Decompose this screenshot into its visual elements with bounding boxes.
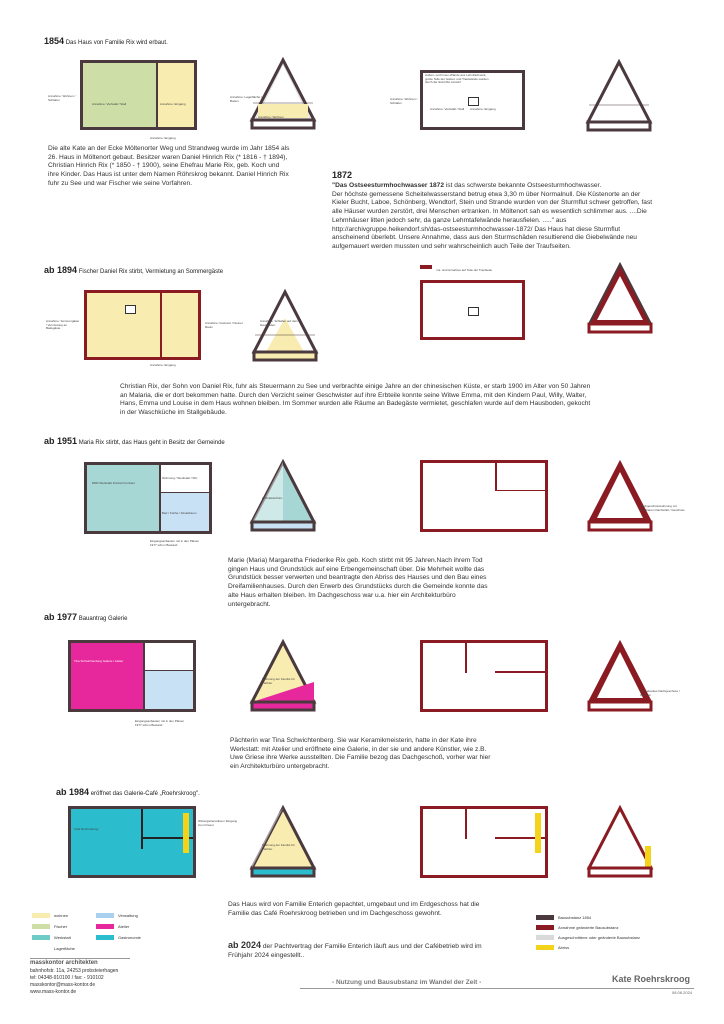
floorplan-1894b xyxy=(420,280,525,340)
abriss-bar xyxy=(183,813,189,853)
text-1872-lead: "Das Ostseesturmhochwasser 1872 xyxy=(332,182,444,189)
footer-company: masskontor architekten xyxy=(30,960,98,966)
legend-swatch xyxy=(96,924,114,929)
legend-fischer: Fischer xyxy=(32,924,67,929)
floorplan-1894 xyxy=(84,290,201,360)
heading-1894: ab 1894 Fischer Daniel Rix stirbt, Vermietung an Sommergäste xyxy=(44,265,224,275)
footer-line xyxy=(300,988,694,989)
footer-date: 08.06.2024 xyxy=(672,990,693,995)
floorplan-1984b xyxy=(420,806,548,878)
label-stall: Annahme: Viehstall / Stall xyxy=(92,102,127,106)
footer-line2: tel: 04348-910100 / fax: - 910102 xyxy=(30,975,104,981)
room-fischer xyxy=(83,63,156,127)
gable-1872 xyxy=(584,60,654,135)
legend-swatch xyxy=(536,945,554,950)
label-stall-1872: Annahme: Viehstall / Stall xyxy=(430,107,465,111)
plan-window xyxy=(468,307,479,316)
text-1977: Pächterin war Tina Schwichtenberg. Sie war Keramikmeisterin, hatte in der Kate ihre Werkstatt: mit Atelier und eröffnete eine Galerie, in der sie und andere Künstler, wie z.B. Uwe Griese ihre Werke ausstellten. Die Familie bezog das Dachgeschoß, vorher war hier ein Architekturbüro untergebracht. xyxy=(230,737,491,771)
legend-swatch xyxy=(32,946,50,951)
roof-note-1894: Ca. sind Annahme auf Teile der Traufseite xyxy=(420,258,540,264)
footer-rule xyxy=(30,958,130,959)
legend-bausubstanz: Bausubstanz 1854 xyxy=(536,915,591,920)
floorplan-1977b xyxy=(420,640,548,712)
plan-window xyxy=(125,305,136,314)
text-1872-lead-rest: ist das schwerste bekannte Ostseesturmhochwasser. xyxy=(443,182,602,189)
label-eingang-1894: Annahme: Eingang xyxy=(150,363,176,367)
plan-window xyxy=(468,97,479,106)
floorplan-1854 xyxy=(80,60,197,130)
footer-subtitle: - Nutzung und Bausubstanz im Wandel der Zeit - xyxy=(332,979,482,986)
legend-swatch xyxy=(32,935,50,940)
gable-1977b xyxy=(585,640,655,715)
label-fest: Annahme: Festnetz / Kleiner Raum xyxy=(205,321,243,329)
footer-line1: bahnhofstr. 11a, 24253 probsteierhagen xyxy=(30,968,119,974)
room-wohnen-1894 xyxy=(160,293,198,357)
label-dach-wohnen: Dachgeschosswohnung mit sichtbarem Dachstuhl / Geschoss xyxy=(640,504,685,512)
text-1854: Die alte Kate an der Ecke Möltenorter Weg und Strandweg wurde im Jahr 1854 als 26. Haus in Möltenort gebaut. Besitzer waren Daniel Hinrich Rix (* 1816 - † 1894), Christian Hinrich Rix (* 1850 - † 1900), seine Ehefrau Marie Rix, geb. Koch und ihre Kinder. Das Haus ist unter dem Namen Röhrskrog bekannt. Daniel Hinrich Rix fuhr zu See und war Fischer wie seine Vorfahren. xyxy=(48,145,290,187)
label-wohnen-1872: Annahme: Wohnen / Schlafen xyxy=(390,97,418,105)
legend-swatch xyxy=(32,913,50,918)
room-ddr xyxy=(87,465,159,531)
legend-verwaltung: Verwaltung xyxy=(96,913,138,918)
label-wohn-fam: Wohnung der Familie für Pächter xyxy=(262,677,295,685)
label-ddr: DDR Werkstatt Freizeit Kontrast xyxy=(92,481,135,485)
label-eingang: Annahme: Eingang xyxy=(160,102,186,106)
room-cafe xyxy=(71,809,193,875)
legend-werkstatt: Werkstatt xyxy=(32,935,71,940)
legend-swatch xyxy=(32,924,50,929)
legend-wohnen: wohnen xyxy=(32,913,68,918)
legend-atelier: Atelier xyxy=(96,924,129,929)
year-1872: 1872 xyxy=(332,170,353,180)
legend-lager: Lagerfläche xyxy=(32,946,75,951)
gable-1984b xyxy=(585,806,655,881)
label-eingang-1977: Eingangsanbauten mit in den Plänen 1977 schon Bestand xyxy=(135,719,185,727)
label-sommer: Annahme: Sommergäste / Vermietung an Badegäste xyxy=(46,319,80,331)
label-bad: Bad / Küche / Abstellraum xyxy=(162,511,197,515)
gable-1894b xyxy=(585,262,655,337)
legend-gastro: Gastronomie xyxy=(96,935,141,940)
legend-swatch xyxy=(536,915,554,920)
label-sturm-note: Außen- und Innen-Wände aus Lehmfachwerk, große Teile der Giebel- und Traufwände wurden durch die Sturmflut zerstört xyxy=(425,73,489,85)
label-dach-fam: Wohnung der Familie für Pächter xyxy=(262,843,295,851)
legend-swatch xyxy=(536,935,554,940)
heading-1984: ab 1984 eröffnet das Galerie-Café „Roehrskroog". xyxy=(56,787,200,797)
heading-1977: ab 1977 Bauantrag Galerie xyxy=(44,612,128,622)
label-eingang-1872: Annahme: Eingang xyxy=(470,107,496,111)
label-werkstatt: Tina Schwichtenberg Galerie / Atelier xyxy=(74,659,124,663)
label-wohn-rk: Wohnung / Werkstatt / WC xyxy=(162,476,198,480)
legend-swatch xyxy=(96,913,114,918)
swatch-red xyxy=(420,265,432,269)
legend-abriss: Abriss xyxy=(536,945,569,950)
heading-1951: ab 1951 Maria Rix stirbt, das Haus geht in Besitz der Gemeinde xyxy=(44,436,225,446)
floorplan-1951b xyxy=(420,460,548,532)
room-wohn-rk-b xyxy=(495,463,545,491)
legend-swatch xyxy=(96,935,114,940)
room-wohnen xyxy=(156,63,194,127)
wall-new xyxy=(465,643,467,673)
floorplan-1977 xyxy=(68,640,196,712)
floorplan-1984 xyxy=(68,806,196,878)
room-sommer xyxy=(87,293,160,357)
label-wohnen-giebel: Annahme: Wohnen xyxy=(258,115,284,119)
gable-1951b xyxy=(585,460,655,535)
legend-annahme: Annahme geänderte Bausubstanz xyxy=(536,925,619,930)
floorplan-1951 xyxy=(84,462,212,534)
text-1984: Das Haus wird von Familie Enterich gepachtet, umgebaut und im Erdgeschoss hat die Familie das Café Roehrskroog betrieben und im Dachgeschoss gewohnt. xyxy=(228,901,480,917)
wall-int xyxy=(141,809,143,849)
gable-1894 xyxy=(250,290,320,365)
wall-new xyxy=(465,809,467,839)
label-hausboden: Annahme: Schlafen auf dem Hausboden xyxy=(260,319,298,327)
text-1951: Marie (Maria) Margaretha Friederike Rix geb. Koch stirbt mit 95 Jahren.Nach ihrem Tod gingen Haus und Grundstück auf eine Erbengemeinschaft über. Die Mehrheit wollte das Grundstück besser verwerten und beantragte den Abriss des Hauses und den Bau eines Dreifamilienhauses. Durch den Erwerb des Grundstücks durch die Gemeinde konnte das alte Haus erhalten bleiben. Im Dachgeschoss war u.a. hier ein Architekturbüro untergebracht. xyxy=(228,557,488,608)
label-cafe: Café Roehrskroog xyxy=(74,827,99,831)
room-verwaltung xyxy=(143,671,193,709)
label-dach-lager: Annahme: Lagerfläche / Boden xyxy=(230,95,262,103)
label-ausbau: Ausgebautes Dachgeschoss / Wohnen xyxy=(640,689,680,697)
room-wohn-1977 xyxy=(143,643,193,671)
footer-line4: www.mass-kontor.de xyxy=(30,989,77,995)
legend-swatch xyxy=(536,925,554,930)
label-eingang2: Annahme: Eingang xyxy=(150,136,176,140)
label-wintergarten: Wintergartenanbau / Eingang zum Friseur xyxy=(198,819,238,827)
text-1894: Christian Rix, der Sohn von Daniel Rix, fuhr als Steuermann zu See und verbrachte einige Jahre an der chinesischen Küste, er starb 1900 im Alter von 50 Jahren an Malaria, die er dort bekommen hatte. Durch den Verzicht seiner Geschwister auf ihre Erbteile konnte seine Witwe Emma, mit den Kindern Paul, Willy, Walter, Hans, Emma und Louise in dem Haus wohnen bleiben. Im Sommer wurden alle Räume an Badegäste vermietet, geschlafen wurde auf dem Hausboden, gekocht in der Waschküche im Stallgebäude. xyxy=(120,383,591,417)
footer-project: Kate Roehrskroog xyxy=(612,974,691,984)
heading-1854: 1854 Das Haus von Familie Rix wird erbaut. xyxy=(44,36,168,46)
label-eingang-1951: Eingangsanbauten mit in den Plänen 1977 schon Bestand xyxy=(150,539,200,547)
heading-2024: ab 2024 der Pachtvertrag der Familie Enterich läuft aus und der Cafébetrieb wird im Frühjahr 2024 eingestellt.. xyxy=(228,940,482,959)
legend-ausgeschnitten: Ausgeschnittene oder geänderte Bausubstanz xyxy=(536,935,640,940)
room-atelier xyxy=(71,643,143,709)
text-1872-body: Der höchste gemessene Scheitelwasserstand betrug etwa 3,30 m über Normalnull. Die Küstenorte an der Kieler Bucht, Laboe, Schönberg, Wendtorf, Stein und Strande wurden von der Sturmflut schwer getroffen, fast alle Häuser wurden zerstört, drei Menschen ertranken. In Möltenort sah es wesentlich schlimmer aus. ....Die Lehmhäuser litten jedoch sehr, da ganze Lehmtafelwände herausfielen. ....." aus http://archivgruppe.heikendorf.sh/das-ostseesturmhochwasser-1872/ Das Haus hat diese Sturmflut anscheinend überlebt. Unsere Annahme, dass aus den Sturmschäden resultierend die Giebelwände neu aufgemauert werden mussten und sehr wahrscheinlich auch Teile der Traufseiten. xyxy=(332,190,653,250)
label-architektur: Architekturbüro xyxy=(262,496,283,500)
footer-line3: masskontor@mass-kontor.de xyxy=(30,982,96,988)
label-wohnen-alt: Annahme: Wohnen / Schlafen xyxy=(48,94,76,102)
text-1872 xyxy=(332,182,657,252)
wall-new2 xyxy=(495,671,545,673)
abriss-bar xyxy=(535,813,541,853)
